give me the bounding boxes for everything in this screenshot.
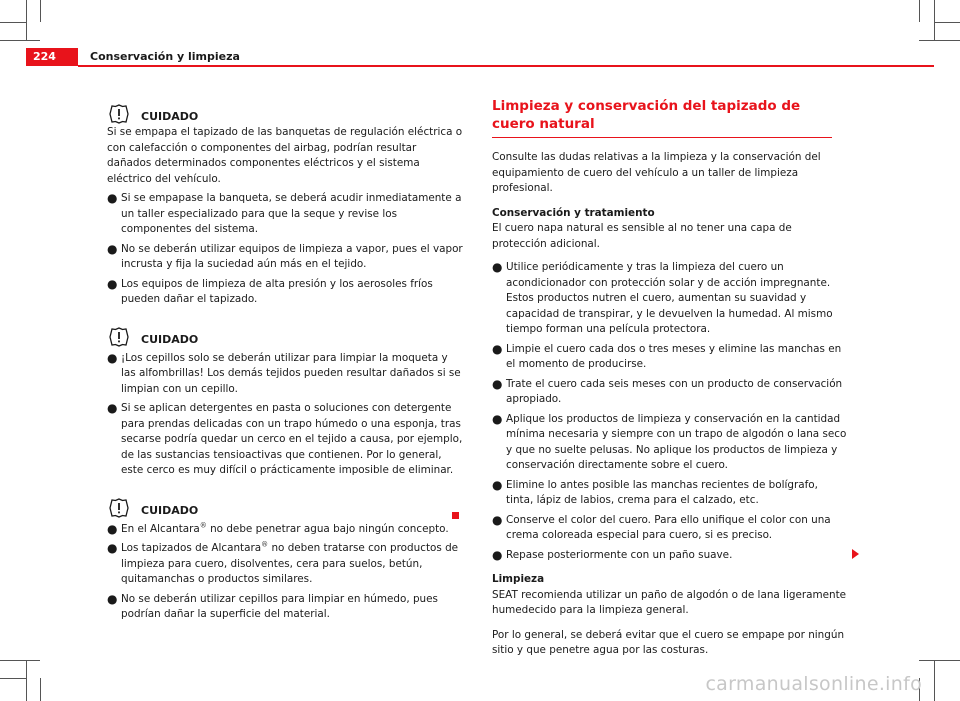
crop-mark	[0, 660, 40, 661]
list-item: ● Conserve el color del cuero. Para ello unifique el color con una crema coloreada especial para cuero, si es preciso.	[492, 512, 831, 541]
caution-box-1	[107, 104, 463, 308]
caution-icon	[109, 498, 129, 518]
list-item: ● Repase posteriormente con un paño suave.	[492, 547, 733, 562]
paragraph: Por lo general, se deberá evitar que el cuero se empape por ningún sitio y que penetre agua por las costuras.	[492, 628, 845, 656]
crop-mark	[919, 40, 960, 41]
caution-box-3	[107, 498, 463, 623]
crop-mark	[934, 22, 960, 23]
list-item: ● Trate el cuero cada seis meses con un producto de conservación apropiado.	[492, 376, 843, 405]
list-item: ● Aplique los productos de limpieza y conservación en la cantidad mínima necesaria y siempre con un trapo de algodón o lana seco y que no suelte pelusas. No aplique los productos de limpieza y conservación directamente sobre el cuero.	[492, 411, 847, 471]
caution-intro: Si se empapa el tapizado de las banquetas de regulación eléctrica o con calefacción o componentes del airbag, podrían resultar dañados determinados componentes eléctricos y el sistema eléctrico del vehículo.	[107, 126, 463, 185]
list-item: ● Utilice periódicamente y tras la limpieza del cuero un acondicionador con protección solar y de acción impregnante. Estos productos nutren el cuero, aumentan su suavidad y capacidad de transpirar, y le devuelven la humedad. Al mismo tiempo forman una película protectora.	[492, 260, 833, 335]
crop-mark	[26, 660, 27, 701]
caution-box-2	[107, 327, 463, 479]
section-end-marker	[452, 512, 459, 519]
list-item: ● ¡Los cepillos solo se deberán utilizar para limpiar la moqueta y las alfombrillas! Los demás tejidos pueden resultar dañados si se limpian con un cepillo.	[107, 350, 461, 395]
header-rule	[78, 65, 934, 67]
crop-mark	[934, 0, 935, 40]
caution-icon	[109, 327, 129, 347]
crop-mark	[919, 0, 920, 22]
subheading: Conservación y tratamiento	[492, 206, 655, 219]
paragraph: El cuero napa natural es sensible al no tener una capa de protección adicional.	[492, 222, 792, 250]
left-column	[107, 104, 463, 642]
caution-label: CUIDADO	[141, 503, 199, 517]
list-item: ● Los equipos de limpieza de alta presión y los aerosoles fríos pueden dañar el tapizado.	[107, 276, 433, 305]
crop-mark	[40, 678, 41, 701]
caution-icon	[109, 104, 129, 124]
crop-mark	[0, 22, 26, 23]
list-item: ● No se deberán utilizar cepillos para limpiar en húmedo, pues podrían dañar la superficie del material.	[107, 591, 438, 620]
continue-arrow-icon	[852, 549, 859, 559]
list-item: ● En el Alcantara® no debe penetrar agua bajo ningún concepto.	[107, 521, 449, 536]
list-item: ● Si se empapase la banqueta, se deberá acudir inmediatamente a un taller especializado para que la seque y revise los componentes del sistema.	[107, 191, 462, 235]
list-item: ● Si se aplican detergentes en pasta o soluciones con detergente para prendas delicadas con un trapo húmedo o una esponja, tras secarse podría quedar un cerco en el tejido a causa, por ejemplo, de las sustancias tensioactivas que contienen. Por lo general, este cerco es muy difícil o prácticamente imposible de eliminar.	[107, 401, 463, 476]
right-column	[492, 98, 848, 659]
crop-mark	[40, 0, 41, 22]
subheading: Limpieza	[492, 573, 545, 585]
crop-mark	[919, 660, 960, 661]
list-item: ● Elimine lo antes posible las manchas recientes de bolígrafo, tinta, lápiz de labios, crema para el calzado, etc.	[492, 477, 818, 506]
crop-mark	[0, 40, 40, 41]
watermark: carmanualsonline.info	[705, 673, 922, 695]
crop-mark	[0, 678, 26, 679]
crop-mark	[934, 660, 935, 701]
caution-label: CUIDADO	[141, 110, 199, 123]
list-item: ● Limpie el cuero cada dos o tres meses y elimine las manchas en el momento de producirse.	[492, 341, 842, 370]
page-number: 224	[26, 48, 78, 66]
page-header-title: Conservación y limpieza	[90, 50, 240, 63]
list-item: ● No se deberán utilizar equipos de limpieza a vapor, pues el vapor incrusta y fija la suciedad aún más en el tejido.	[107, 241, 463, 270]
intro-paragraph: Consulte las dudas relativas a la limpieza y la conservación del equipamiento de cuero del vehículo a un taller de limpieza profesional.	[492, 151, 821, 194]
crop-mark	[26, 0, 27, 40]
paragraph: SEAT recomienda utilizar un paño de algodón o de lana ligeramente humedecido para la limpieza general.	[492, 588, 847, 616]
caution-label: CUIDADO	[141, 332, 199, 346]
section-title: Limpieza y conservación del tapizado de cuero natural	[492, 97, 832, 138]
list-item: ● Los tapizados de Alcantara® no deben tratarse con productos de limpieza para cuero, disolventes, cera para suelos, betún, quitamanchas o productos similares.	[107, 540, 459, 585]
